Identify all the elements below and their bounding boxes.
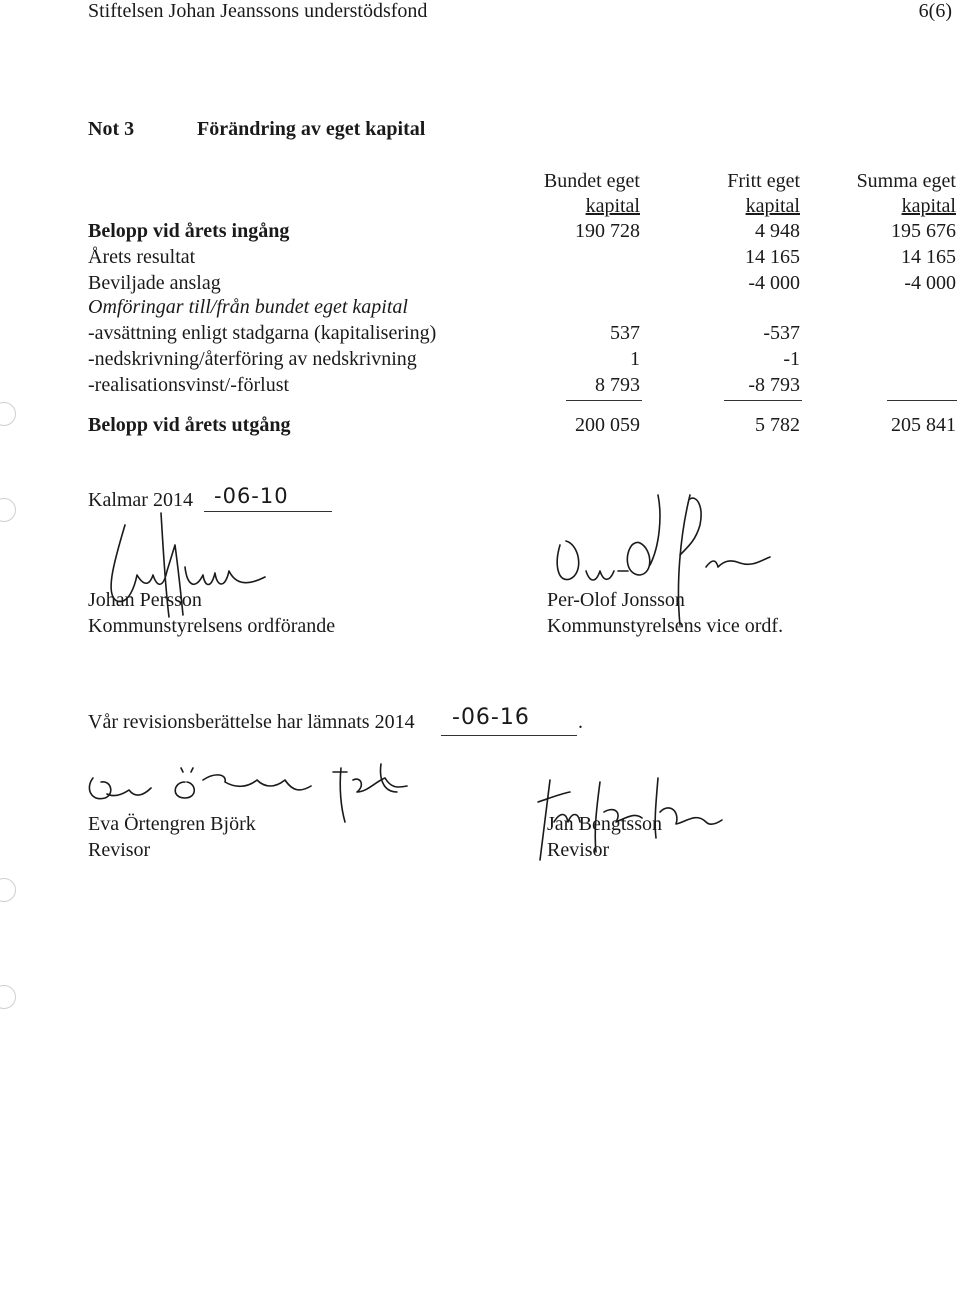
row-label: Belopp vid årets ingång [88,220,290,242]
cell-fritt: -8 793 [748,374,800,396]
sum-rule [724,400,802,401]
signatory-name: Per-Olof Jonsson [547,589,685,611]
row-label: -nedskrivning/återföring av nedskrivning [88,348,417,370]
signatory-role: Kommunstyrelsens ordförande [88,615,336,637]
punch-hole [0,402,16,426]
row-label: -avsättning enligt stadgarna (kapitalisering) [88,322,437,344]
cell-bundet: 190 728 [575,220,640,242]
row-label: Omföringar till/från bundet eget kapital [88,296,408,318]
cell-summa: 195 676 [891,220,956,242]
cell-bundet: 8 793 [595,374,640,396]
cell-fritt: 4 948 [755,220,800,242]
auditor-name: Jan Bengtsson [547,813,662,835]
sum-rule [887,400,957,401]
handwritten-date: -06-10 [214,484,289,508]
organization-name: Stiftelsen Johan Jeanssons understödsfond [88,0,428,22]
audit-end-mark: . [578,711,583,733]
auditor-role: Revisor [547,839,610,861]
cell-fritt: -537 [763,322,800,344]
cell-fritt: 14 165 [745,246,800,268]
cell-fritt: 5 782 [755,414,800,436]
cell-bundet: 537 [610,322,640,344]
punch-hole [0,985,16,1009]
audit-handwritten-date: -06-16 [452,705,530,730]
signatory-name: Johan Persson [88,589,202,611]
cell-bundet: 200 059 [575,414,640,436]
cell-summa: -4 000 [904,272,956,294]
cell-fritt: -4 000 [748,272,800,294]
row-label: Beviljade anslag [88,272,221,294]
page-number: 6(6) [918,0,952,22]
punch-hole [0,878,16,902]
auditor-role: Revisor [88,839,151,861]
sum-rule [566,400,642,401]
place-date: Kalmar 2014 [88,489,193,511]
auditor-name: Eva Örtengren Björk [88,813,256,835]
cell-bundet: 1 [630,348,640,370]
row-label: -realisationsvinst/-förlust [88,374,290,396]
cell-fritt: -1 [783,348,800,370]
audit-statement: Vår revisionsberättelse har lämnats 2014 [88,711,415,733]
punch-hole [0,498,16,522]
note-title: Förändring av eget kapital [197,118,426,140]
audit-date-line [441,735,577,736]
row-label: Årets resultat [88,246,196,268]
signatory-role: Kommunstyrelsens vice ordf. [547,615,784,637]
row-label: Belopp vid årets utgång [88,414,291,436]
cell-summa: 14 165 [901,246,956,268]
cell-summa: 205 841 [891,414,956,436]
note-number: Not 3 [88,118,135,140]
